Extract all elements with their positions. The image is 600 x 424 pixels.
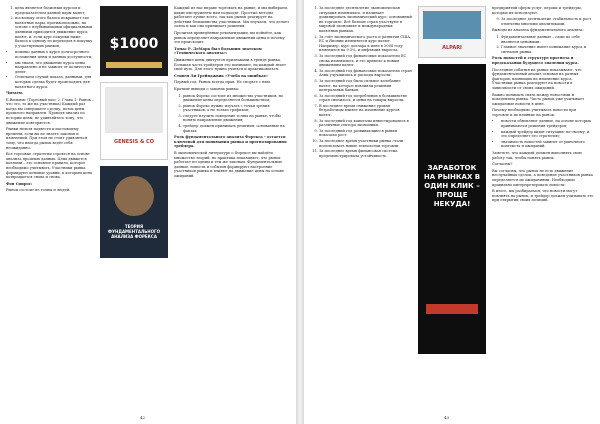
paragraph: В итоге, мы разбираемся, что новости могут повлиять на рынок, и трейдер должен учитывать это при открытии своих позиций. [492,189,594,203]
paragraph: В экономической литературе о Форексе вы найдёте множество теорий, но практика показывает, что рынок работает по одним и тем же законам. Фундаментальные данные, новости и события формируют настроение участников рынка и влияют на движение цены на основе ожиданий. [174,151,285,178]
author-photo [114,176,154,216]
paragraph: Все торговые стратегии строятся на основе анализа прошлых данных. Цена движется волнами – это основное правило, которое необходимо учитывать. Участники рынка формируют ценовые уровни, к которым цена возвращается снова и снова. [6,152,92,180]
list-item: 9. За последнее десятилетие стабильность и рост отмечены многими аналитиками. [501,17,594,26]
ad-button[interactable] [426,304,478,314]
ad-image [105,87,163,133]
list-item: 7. В последнее время снижение уровня безработицы влияет на изменение курсов валют. [319,104,412,118]
ad-headline: ЗАРАБОТОК НА РЫНКАХ В ОДИН КЛИК – ПРОЩЕ НЕКУДА! [423,164,481,208]
numbered-list [310,6,412,158]
list-item: • новости обновляют данные, на основе которых принимаются решения трейдеров; [501,119,594,128]
ad-banner-book[interactable] [100,166,168,258]
ad-label: ALPARI [442,45,462,51]
list-item: 1. рынок Форекс состоит из множества участников, но движение цены определяется большинством; [183,94,290,103]
numbered-list [492,35,594,54]
paragraph: Почему необходимо учитывать новости при торговле и их влияние на рынок: [492,108,576,117]
paragraph: Прочитав приведённые рекомендации, вы поймёте, как рынок определяет направление движения цены и почему это происходит. [174,30,285,45]
list-item: 1. За последнее десятилетие экономическая ситуация изменилась, и начинает доминировать экономический курс, основанный на торговле. Всё больше стран участвуют в мировой экономике и международных валютных рынках. [319,6,412,34]
list-item: 2. поскольку этого базиса покрывает эти валютные пары, противоположно, на основе с неубывающими официальными данными приходится движение курса валют, и, если курс покупки ниже базиса к одному из переходов в покупку у участвующих рынков; [15,16,94,48]
numbered-list [492,17,594,26]
list-item: 8. За последний год капиталы инвестировались в различные сектора экономики. [319,119,412,128]
paragraph: Согласны? [492,162,513,167]
paragraph-heading: Роль фундаментального анализа Форекса – остается ключевой для понимания рынка и прогнозирования трейдера. [174,135,287,149]
paragraph: Вы согласны, что рынок не есть движение неслучайных сделок, а поведение участников рынка определяется их ожиданиями. Необходимо правильно интерпретировать новости. [492,168,593,187]
numbered-list [6,6,94,48]
ad-label: GENESIS & CO [114,139,154,145]
ad-banner-1000[interactable] [100,6,168,76]
page-number: 42 [140,415,146,420]
list-item: • значимость новостей зависит от рыночного контекста и ожиданий. [501,140,594,149]
left-column-2 [174,6,290,404]
bullet-list [492,119,594,149]
list-item: 9. За последний год развивающиеся рынки показали рост. [319,129,412,138]
left-page [0,0,296,424]
list-item: 4. За последний год финансовые показатели стран Азии улучшились и расходы выросли. [319,69,412,78]
list-item: 3. За последний год финансовые показатели ЕС снова изменились, и это привело к новым движениям валют. [319,54,412,68]
paragraph: Первый год: Рынок всегда прав. Не спорьте с ним. [174,80,271,85]
left-column-1 [6,6,94,404]
list-item: 2. За счёт экономического роста и развития США, ЕС и Японии изменяется курс валют. Например, курс доллара к иене в 2008 году изменился на 9.5%, и инфляция выросла. [319,35,412,53]
list-item: 3. следует изучить поведение толпы на рынке, чтобы понять направление движения; [183,114,290,123]
paragraph: Последние события на рынке показывают, что фундаментальный анализ основан на разных факторах, влияющих на изменение курса. Участники рынка реагируют на новости в зависимости от своих ожиданий. [492,67,582,90]
paragraph: Движение цены диктуется признаками в тренде рынка. Большая часть трейдеров это понимают, но каждый знает свой путь. Для этого нужно учиться и практиковаться. [174,57,286,72]
list-item: • мы знаем, что движение курса цены направлено и не зависит от количества денег. [15,61,94,75]
paragraph-heading: Роль новостей в структуре прогноза и предсказания будущего значения курса. [492,56,579,65]
list-item: 4. трейдер должен принимать решения, основанные на фактах. [183,124,290,133]
numbered-list [174,94,290,134]
right-column-1 [310,6,412,404]
paragraph-heading: Читаем. [6,91,24,96]
ad-banner-alpari[interactable] [418,6,486,58]
paragraph: Заметьте, что каждый должен выполнять свою работу так, чтобы понять рынок. [492,151,583,160]
list-item: 2. Главное значение имеет понимание курса и сигналов рынка. [501,45,594,54]
ad-headline: $1000 [109,36,159,52]
list-item: • каждый трейдер видит ситуацию по-своему, и это определяет его стратегию; [501,130,594,139]
ad-caption: ТЕОРИЯ ФУНДАМЕНТАЛЬНОГО АНАЛИЗА ФОРЕКСА [107,224,160,239]
paragraph-heading: Стивен Ли Грейнджвик «Учеба на ошибках» [174,73,269,78]
list-item: • Отличаем случай показа, данными, для которых сделка будет происходить для валютного курса. [15,75,94,89]
paragraph: Важно понимать связь между новостями и поведением рынка. Часто рынок уже учитывает ожидаемые новости в цене. [492,92,585,106]
book-spine [296,0,304,424]
paragraph: Краткие выводы о законах рынка: [174,86,240,91]
paragraph: Б.Вильямс (Торговый хаос 2. Глава 1: Рынок – что это, то же на участника) Каждый раз когда вы совершаете сделку, поток цены прошлого направлен. Проводя анализ по истории цены, не удивляйтесь тому, что движение повторяется. [6,97,94,125]
paragraph-heading: Томас Р. ДеМарк был большим знатоком «Технического анализа»: [174,46,262,56]
list-item: 1. Фундаментальные данные – сами по себе являются ценовыми. [501,35,594,44]
list-item: 11. За последнее время финансовая система продемонстрировала устойчивость. [319,149,412,158]
right-column-2 [492,6,594,404]
bullet-list [6,50,94,89]
paragraph: Каждый из нас вправе торговать на рынке, и мы выбираем, какие инструменты нам подходят. Простые методы работают лучше всего, так как рынок реагирует на действия большинства участников. Мы изучаем, что делает толпа и как она принимает решения. [174,6,290,29]
list-item: 1. цена является базисным курсом и предсказателем данной пары валют; [15,6,94,15]
right-page [304,0,600,424]
list-item: 6. За последний год потребление в большинстве стран снизилось, и цены на товары выросли. [319,94,412,103]
paragraph-heading: Фон Спирос: [6,181,33,186]
paragraph: предприятий сферы услуг, игроки и трейдеры, которые их используют. [492,6,582,15]
paragraph: Рынок состоит из толпы и людей. [6,188,71,193]
list-item: 10. За последнее время участники рынка стали использовать новые технологии торговли. [319,139,412,148]
ad-banner-tall[interactable] [418,64,486,354]
ad-banner-genesis[interactable] [100,82,168,160]
page-number: 43 [444,415,450,420]
paragraph: Выводы из анализа фундаментального анализа: [492,28,584,33]
list-item: • помимо данных о курсе долгосрочного положения цены и данных доступности; [15,50,94,59]
ad-image [423,11,481,39]
ad-button[interactable] [106,62,162,68]
list-item: 2. рынок Форекс нужно изучать с точки зрения участников, а не только графиков; [183,104,290,113]
list-item: 5. За последний год было сильное колебание валют, на которое повлияли решения центральных банков. [319,79,412,93]
paragraph: Рынки нельзя подвести к настоящему времени, если вы не знаете законов и изменений. При этом не стоит удивляться тому, что иногда рынок ведёт себя неожиданно. [6,127,88,150]
